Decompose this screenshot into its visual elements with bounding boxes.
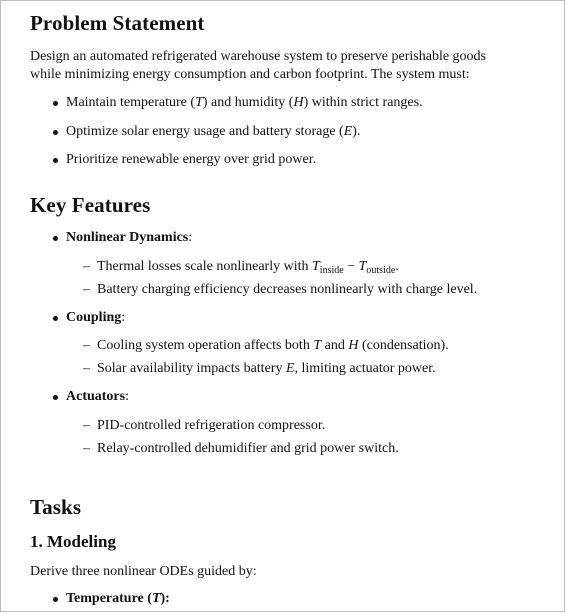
feature-subitem-solar-availability: – Solar availability impacts battery E, limiting actuator power.	[83, 361, 436, 376]
problem-heading: Problem Statement	[30, 11, 205, 35]
features-heading: Key Features	[30, 193, 151, 217]
modeling-intro: Derive three nonlinear ODEs guided by:	[30, 564, 257, 579]
dash-marker: –	[83, 259, 90, 274]
problem-intro-line1: Design an automated refrigerated warehouse system to preserve perishable goods	[30, 49, 487, 64]
dash-marker: –	[83, 441, 90, 456]
feature-item-coupling: Coupling:	[66, 309, 125, 327]
problem-intro-line2: while minimizing energy consumption and carbon footprint. The system must:	[30, 67, 470, 82]
bullet-dot	[53, 130, 58, 135]
bullet-dot	[53, 236, 58, 241]
feature-item-actuators: Actuators:	[66, 388, 129, 406]
feature-subitem-thermal-losses: – Thermal losses scale nonlinearly with $T_{inside} - T_{outside}$.	[83, 259, 399, 276]
bullet-dot	[53, 395, 58, 400]
feature-subitem-cooling-coupling: – Cooling system operation affects both T and H (condensation).	[83, 338, 449, 353]
feature-subitem-pid-compressor: – PID-controlled refrigeration compressor.	[83, 418, 326, 433]
requirement-item-renewable: Prioritize renewable energy over grid power.	[66, 151, 316, 169]
feature-subitem-relay-dehumidifier: – Relay-controlled dehumidifier and grid power switch.	[83, 441, 399, 456]
requirement-item-temperature-humidity: Maintain temperature (T) and humidity (H) within strict ranges.	[66, 94, 423, 112]
requirement-item-solar-battery: Optimize solar energy usage and battery storage (E).	[66, 123, 360, 141]
feature-item-nonlinear-dynamics: Nonlinear Dynamics:	[66, 229, 192, 247]
tasks-heading: Tasks	[30, 495, 82, 519]
dash-marker: –	[83, 418, 90, 433]
feature-subitem-battery-efficiency: – Battery charging efficiency decreases nonlinearly with charge level.	[83, 282, 478, 297]
dash-marker: –	[83, 282, 90, 297]
bullet-dot	[53, 597, 58, 602]
bullet-dot	[53, 101, 58, 106]
dash-marker: –	[83, 361, 90, 376]
modeling-heading: 1. Modeling	[30, 532, 116, 551]
dash-marker: –	[83, 338, 90, 353]
bullet-dot	[53, 158, 58, 163]
task-item-temperature: Temperature (T):	[66, 590, 170, 608]
bullet-dot	[53, 316, 58, 321]
